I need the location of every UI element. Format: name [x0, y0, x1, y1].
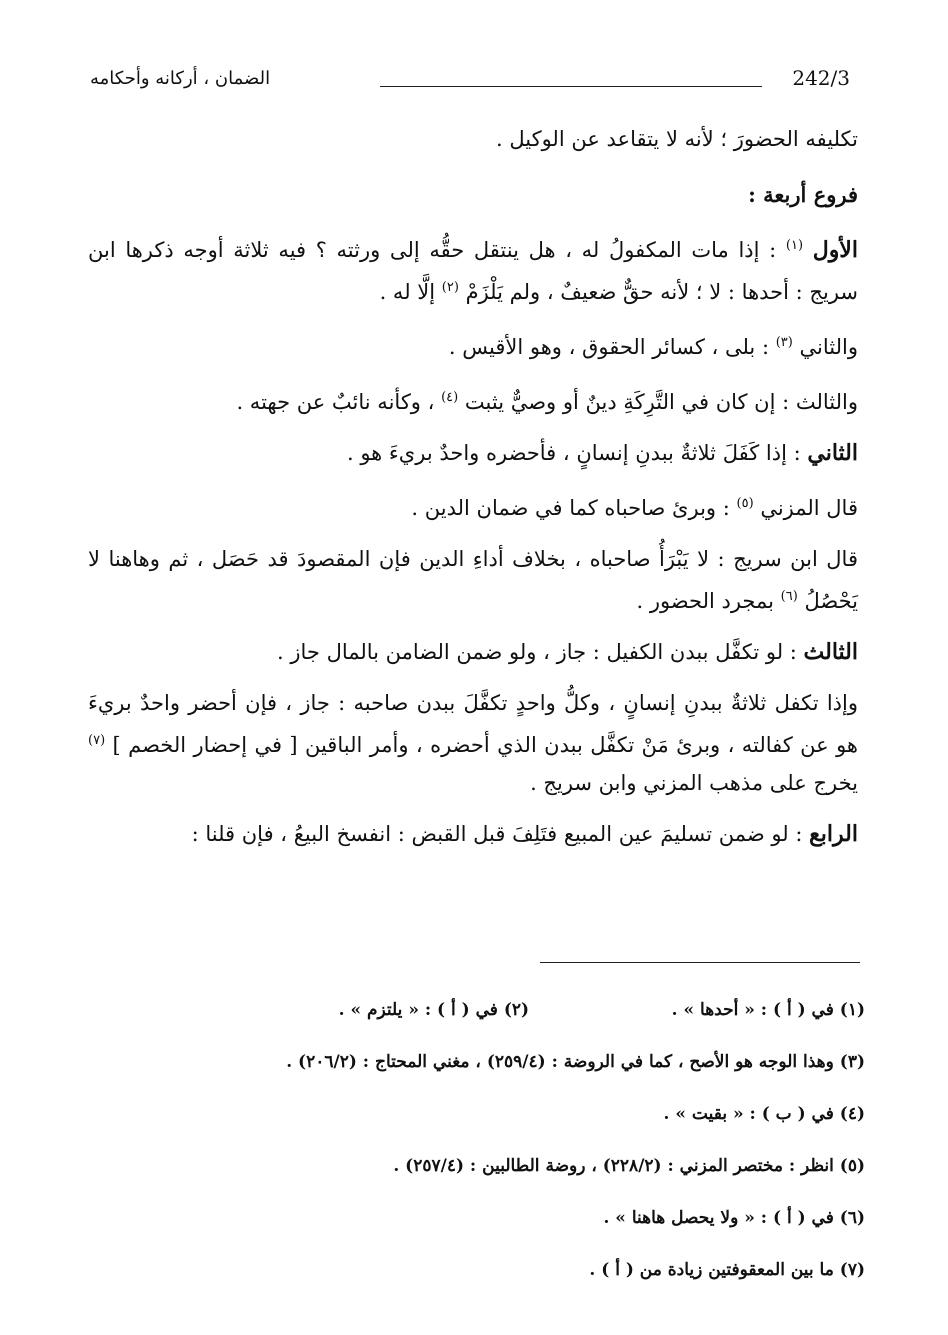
second-view-lead: والثاني: [792, 335, 858, 359]
branch-first-label: الأول: [812, 237, 858, 263]
branch-second-label: الثاني: [807, 440, 858, 466]
branch-third-paragraph: [88, 633, 858, 671]
running-header: [90, 66, 850, 106]
branch-fourth-text: : لو ضمن تسليمَ عين المبيع فتَلِفَ قبل القبض : انفسخ البيعُ ، فإن قلنا :: [191, 822, 803, 846]
branch-second-text: : إذا كَفَلَ ثلاثةٌ ببدنِ إنسانٍ ، فأحضره واحدٌ بريءَ هو .: [346, 441, 801, 465]
muzani-lead: قال المزني: [753, 496, 858, 520]
running-title: الضمان ، أركانه وأحكامه: [90, 68, 271, 89]
third-view-text: ، وكأنه نائبٌ عن جهته .: [236, 390, 435, 414]
footnote-7: (٧) ما بين المعقوفتين زيادة من ( أ ) .: [589, 1260, 865, 1280]
third-continuation-text-end: يخرج على مذهب المزني وابن سريج .: [530, 771, 858, 795]
footnote-ref-3: (٣): [775, 335, 793, 350]
section-heading: فروع أربعة :: [748, 182, 858, 207]
footnote-ref-4: (٤): [441, 390, 459, 405]
footnote-5: (٥) انظر : مختصر المزني : (٢٢٨/٢) ، روضة الطالبين : (٢٥٧/٤) .: [393, 1156, 865, 1176]
main-text: [88, 120, 858, 866]
footnote-row: [120, 990, 865, 1042]
branch-third-text: : لو تكفَّل ببدن الكفيل : جاز ، ولو ضمن الضامن بالمال جاز .: [277, 640, 797, 664]
muzani-paragraph: [88, 485, 858, 527]
footnote-separator: [540, 962, 860, 963]
ibn-surayj-text: قال ابن سريج : لا يَبْرَأُ صاحباه ، بخلاف أداءِ الدين فإن المقصودَ قد حَصَل ، ثم وهاهنا لا يَحْصُلُ: [88, 547, 858, 613]
third-continuation-paragraph: [88, 684, 858, 802]
second-view-paragraph: [88, 324, 858, 366]
branch-first-paragraph: [88, 227, 858, 311]
ibn-surayj-paragraph: [88, 540, 858, 620]
branch-fourth-label: الرابع: [809, 821, 858, 847]
footnote-ref-2: (٢): [441, 280, 459, 295]
footnote-2: (٢) في ( أ ) : « يلتزم » .: [338, 1000, 530, 1020]
ibn-surayj-text-end: بمجرد الحضور .: [636, 589, 774, 613]
footnote-3: (٣) وهذا الوجه هو الأصح ، كما في الروضة : (٢٥٩/٤) ، مغني المحتاج : (٢٠٦/٢) .: [286, 1052, 865, 1072]
footnote-ref-6: (٦): [780, 589, 798, 604]
footnote-1: (١) في ( أ ) : « أحدها » .: [671, 1000, 865, 1020]
branch-first-text-end: إلَّا له .: [379, 280, 436, 304]
third-continuation-text: وإذا تكفل ثلاثةٌ ببدنِ إنسانٍ ، وكلُّ واحدٍ تكفَّلَ ببدن صاحبه : جاز ، فإن أحضر واحدٌ بريءَ هو عن كفالته ، وبرئ مَنْ تكفَّل ببدن الذي أحضره ، وأمر الباقين [ في إحضار الخصم ]: [88, 691, 858, 757]
footnote-ref-5: (٥): [736, 496, 754, 511]
muzani-text: : وبرئ صاحباه كما في ضمان الدين .: [411, 496, 730, 520]
footnotes: [120, 990, 865, 1302]
page-number: 242/3: [792, 66, 850, 90]
branch-first-text: : إذا مات المكفولُ له ، هل ينتقل حقُّه إلى ورثته ؟ فيه ثلاثة أوجه ذكرها ابن سريج : أحدها : لا ؛ لأنه حقٌّ ضعيفٌ ، ولم يَلْزَمْ: [88, 238, 858, 304]
footnote-6: (٦) في ( أ ) : « ولا يحصل هاهنا » .: [603, 1208, 865, 1228]
second-view-text: : بلى ، كسائر الحقوق ، وهو الأقيس .: [448, 335, 770, 359]
footnote-4: (٤) في ( ب ) : « بقيت » .: [663, 1104, 865, 1124]
header-rule: [380, 86, 762, 87]
branch-second-paragraph: [88, 434, 858, 472]
intro-paragraph: تكليفه الحضورَ ؛ لأنه لا يتقاعد عن الوكيل .: [495, 127, 858, 151]
branch-third-label: الثالث: [803, 639, 858, 665]
footnote-ref-7: (٧): [88, 733, 106, 748]
branch-fourth-paragraph: [88, 815, 858, 853]
third-view-paragraph: [88, 379, 858, 421]
footnote-ref-1: (١): [785, 238, 804, 253]
third-view-lead: والثالث : إن كان في التَّرِكَةِ دينٌ أو وصيٌّ يثبت: [458, 390, 858, 414]
